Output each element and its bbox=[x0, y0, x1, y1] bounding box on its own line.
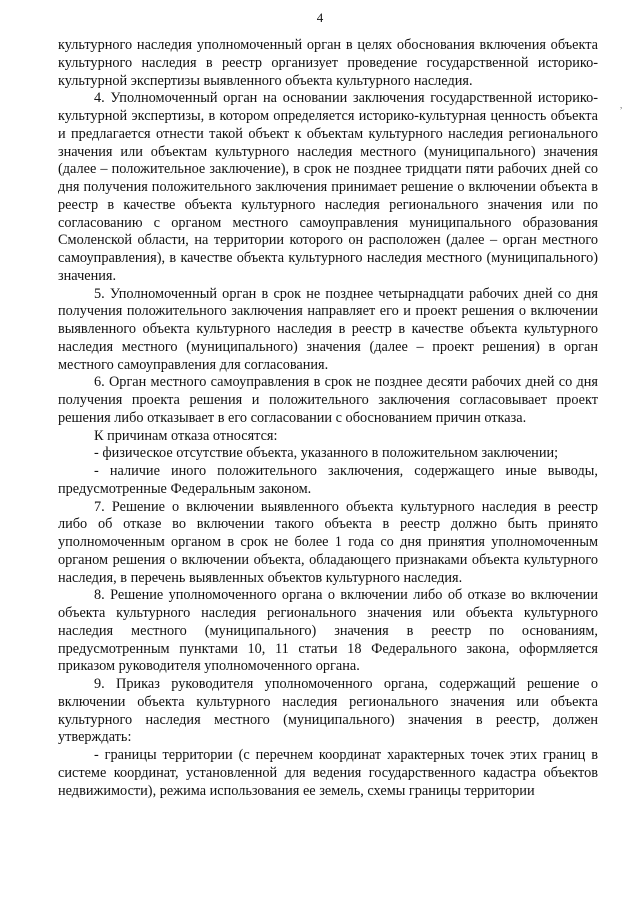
list-item-approve-1: - границы территории (с перечнем координат характерных точек этих границ в системе координат, установленной для ведения государственного кадастра объектов недвижимости), режима использования ее земель, схемы границы территории bbox=[58, 747, 598, 799]
paragraph-item-6: 6. Орган местного самоуправления в срок не позднее десяти рабочих дней со дня получения проекта решения и положительного заключения согласовывает проект решения либо отказывает в его согласовании с обоснованием причин отказа. bbox=[58, 374, 598, 426]
paragraph-refusal-reasons-intro: К причинам отказа относятся: bbox=[94, 427, 278, 444]
document-body bbox=[58, 37, 598, 800]
page-number: 4 bbox=[316, 10, 324, 25]
paragraph-item-7: 7. Решение о включении выявленного объекта культурного наследия в реестр либо об отказе во включении такого объекта в реестр должно быть принято уполномоченным органом в срок не более 1 года со дня принятия уполномоченным органом решения о включении объекта, обладающего признаками объекта культурного наследия, в перечень выявленных объектов культурного наследия. bbox=[58, 498, 598, 586]
paragraph-item-9: 9. Приказ руководителя уполномоченного органа, содержащий решение о включении объекта культурного наследия регионального значения или объекта культурного наследия местного (муниципального) значения в реестр, должен утверждать: bbox=[58, 676, 598, 746]
list-item-reason-2: - наличие иного положительного заключения, содержащего иные выводы, предусмотренные Федеральным законом. bbox=[58, 463, 598, 497]
paragraph-item-4: 4. Уполномоченный орган на основании заключения государственной историко-культурной экспертизы, в котором определяется историко-культурная ценность объекта и предлагается отнести такой объект к объектам культурного наследия регионального значения или объектам культурного наследия местного (муниципального) значения (далее – положительное заключение), в срок не позднее тридцати пяти рабочих дней со дня получения положительного заключения принимает решение о включении объекта в реестр в качестве объекта культурного наследия регионального значения или по согласованию с органом местного самоуправления муниципального образования Смоленской области, на территории которого он расположен (далее – орган местного самоуправления), в качестве объекта культурного наследия местного (муниципального) значения. bbox=[58, 90, 598, 284]
paragraph-item-8: 8. Решение уполномоченного органа о включении либо об отказе во включении объекта культурного наследия регионального значения или объекта культурного наследия местного (муниципального) значения в реестр по основаниям, предусмотренным пунктами 10, 11 статьи 18 Федерального закона, оформляется приказом руководителя уполномоченного органа. bbox=[58, 587, 598, 675]
margin-mark: , bbox=[620, 100, 623, 110]
paragraph-continuation: культурного наследия уполномоченный орган в целях обоснования включения объекта культурного наследия в реестр организует проведение государственной историко-культурной экспертизы выявленного объекта культурного наследия. bbox=[58, 37, 598, 89]
list-item-reason-1: - физическое отсутствие объекта, указанного в положительном заключении; bbox=[94, 445, 559, 462]
paragraph-item-5: 5. Уполномоченный орган в срок не позднее четырнадцати рабочих дней со дня получения положительного заключения направляет его и проект решения о включении выявленного объекта культурного наследия в реестр в качестве объекта культурного наследия местного (муниципального) значения (далее – проект решения) в орган местного самоуправления для согласования. bbox=[58, 285, 598, 373]
